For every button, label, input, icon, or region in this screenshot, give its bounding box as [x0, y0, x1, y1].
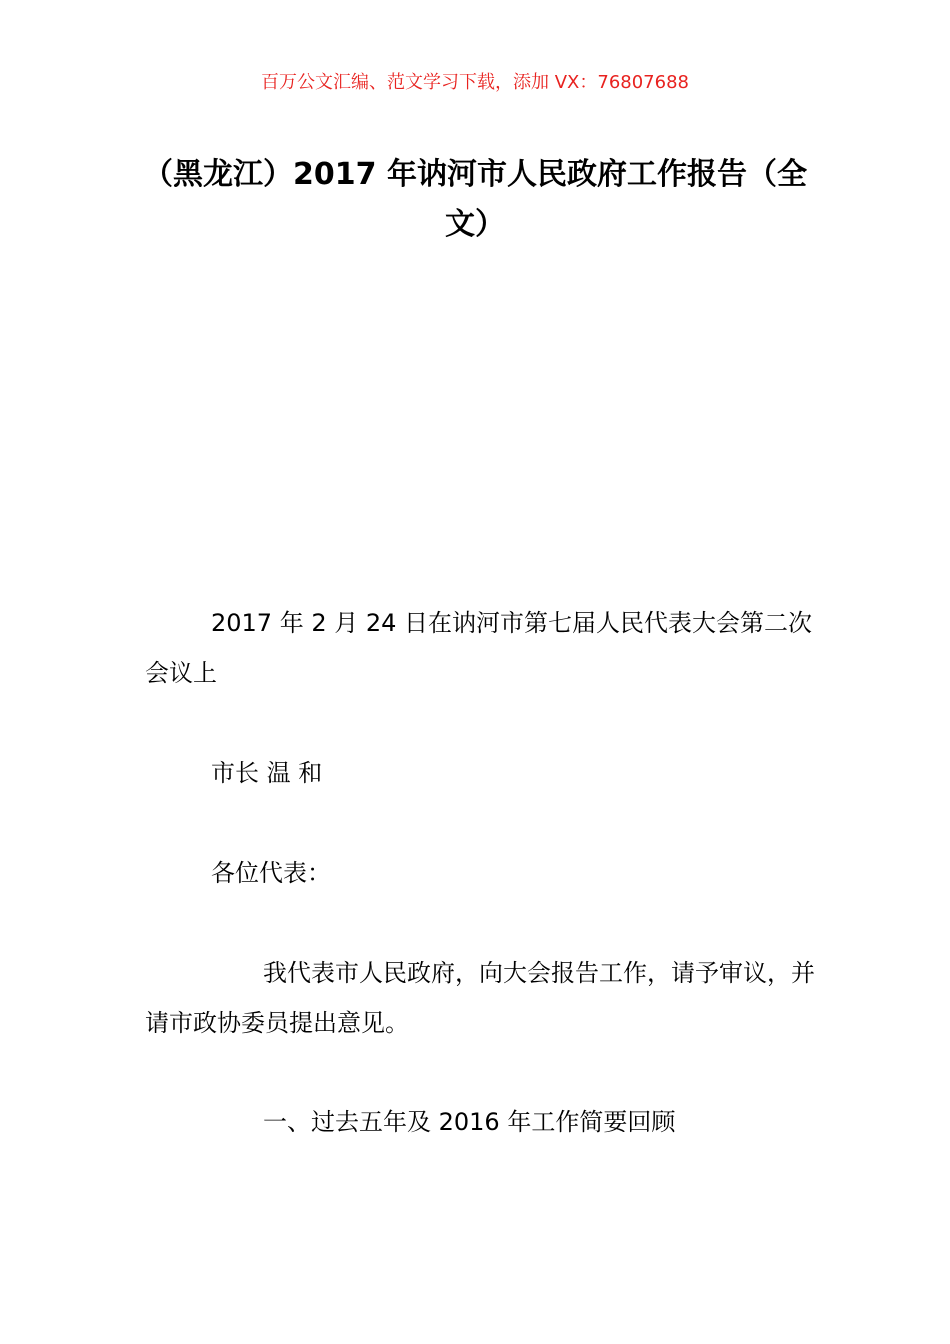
salutation: 各位代表：: [211, 859, 331, 887]
speaker-line: 市长 温 和: [211, 759, 323, 787]
document-title: （黑龙江）2017 年讷河市人民政府工作报告（全文）: [143, 157, 807, 242]
header-promo-note: 百万公文汇编、范文学习下载，添加 VX：76807688: [261, 72, 689, 93]
intro-paragraph: 我代表市人民政府，向大会报告工作，请予审议，并请市政协委员提出意见。: [145, 959, 815, 1037]
section-heading: 一、过去五年及 2016 年工作简要回顾: [263, 1108, 676, 1136]
meeting-line: 2017 年 2 月 24 日在讷河市第七届人民代表大会第二次会议上: [145, 609, 813, 687]
